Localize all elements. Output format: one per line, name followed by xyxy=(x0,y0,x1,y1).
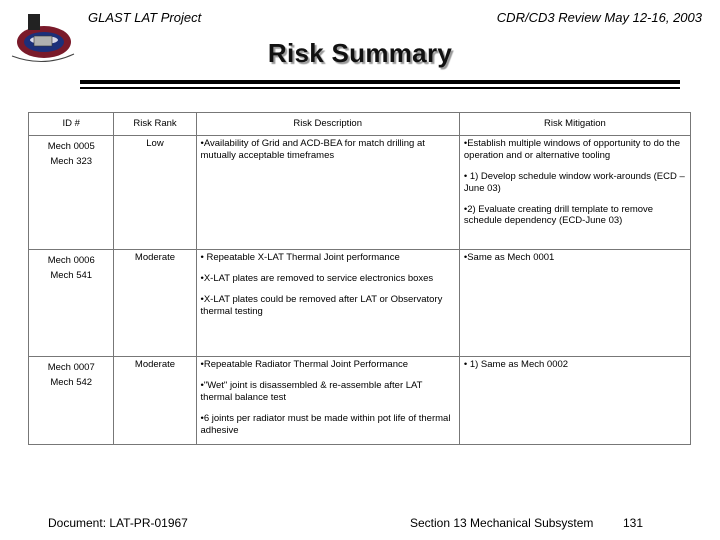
risk-mitigation: • 1) Develop schedule window work-arounds (ECD – June 03) xyxy=(463,170,685,194)
risk-mitigation-cell xyxy=(459,357,690,445)
risk-description: •"Wet" joint is disassembled & re-assemble after LAT thermal balance test xyxy=(200,379,423,403)
table-row xyxy=(29,136,691,250)
page-title: Risk Summary xyxy=(267,38,453,68)
risk-id: Mech 0006 xyxy=(47,255,95,266)
risk-rank: Low xyxy=(114,136,196,250)
column-header-description: Risk Description xyxy=(196,113,459,136)
risk-mitigation: • 1) Same as Mech 0002 xyxy=(463,359,569,370)
risk-description: •6 joints per radiator must be made within pot life of thermal adhesive xyxy=(200,412,451,436)
risk-description: •X-LAT plates are removed to service electronics boxes xyxy=(200,272,434,284)
title-rule-thin xyxy=(80,87,680,89)
risk-rank: Moderate xyxy=(114,250,196,357)
page-number: 131 xyxy=(623,516,644,530)
risk-id: Mech 541 xyxy=(50,269,93,281)
risk-mitigation-cell xyxy=(459,136,690,250)
risk-description-cell xyxy=(196,357,459,445)
risk-mitigation-cell xyxy=(459,250,690,357)
risk-description-cell xyxy=(196,136,459,250)
section-label: Section 13 Mechanical Subsystem xyxy=(410,516,594,530)
risk-table xyxy=(28,112,691,445)
column-header-mitigation: Risk Mitigation xyxy=(459,113,690,136)
risk-description: •Repeatable Radiator Thermal Joint Performance xyxy=(200,359,409,370)
risk-description: •Availability of Grid and ACD-BEA for match drilling at mutually acceptable timeframes xyxy=(200,138,425,161)
title-rule xyxy=(80,80,680,84)
table-header-row xyxy=(29,113,691,136)
project-name: GLAST LAT Project xyxy=(88,10,202,25)
risk-description: •X-LAT plates could be removed after LAT or Observatory thermal testing xyxy=(200,293,443,317)
risk-id-cell xyxy=(29,357,114,445)
column-header-id: ID # xyxy=(29,113,114,136)
risk-id-cell xyxy=(29,250,114,357)
risk-mitigation: •Establish multiple windows of opportunity to do the operation and or alternative tooling xyxy=(463,138,681,161)
risk-description-cell xyxy=(196,250,459,357)
risk-rank: Moderate xyxy=(114,357,196,445)
risk-id: Mech 0005 xyxy=(47,141,95,152)
review-label: CDR/CD3 Review May 12-16, 2003 xyxy=(496,10,702,25)
risk-id-cell xyxy=(29,136,114,250)
risk-id: Mech 0007 xyxy=(47,362,95,373)
risk-mitigation: •Same as Mech 0001 xyxy=(463,252,555,263)
risk-id: Mech 542 xyxy=(50,376,93,388)
column-header-rank: Risk Rank xyxy=(114,113,196,136)
risk-id: Mech 323 xyxy=(50,155,93,167)
table-row xyxy=(29,250,691,357)
risk-mitigation: •2) Evaluate creating drill template to remove schedule dependency (ECD-June 03) xyxy=(463,203,654,227)
risk-description: • Repeatable X-LAT Thermal Joint performance xyxy=(200,252,400,263)
table-row xyxy=(29,357,691,445)
document-id: Document: LAT-PR-01967 xyxy=(48,516,188,530)
